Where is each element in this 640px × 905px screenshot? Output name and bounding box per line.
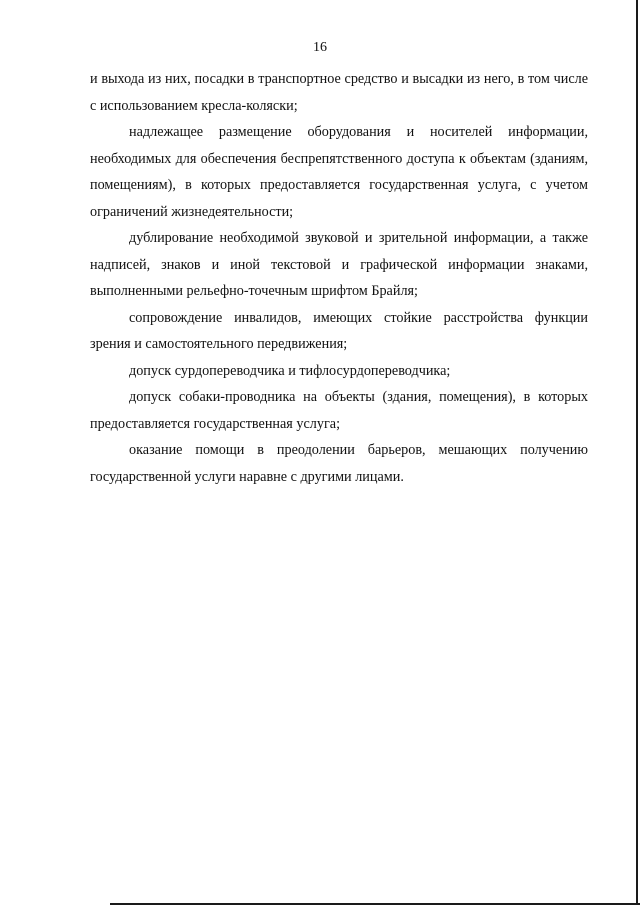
paragraph-information-duplication: дублирование необходимой звуковой и зрительной информации, а также надписей, знаков и иной текстовой и графической информации знаками, выполненными рельефно-точечным шрифтом Брайля; (90, 230, 588, 299)
page-number: 16 (313, 40, 327, 55)
scan-edge-right (636, 0, 638, 905)
paragraph-guide-dog: допуск собаки-проводника на объекты (здания, помещения), в которых предоставляется государственная услуга; (90, 389, 588, 432)
paragraph-continuation: и выхода из них, посадки в транспортное средство и высадки из него, в том числе с использованием кресла-коляски; (90, 71, 588, 114)
paragraph-barrier-assistance: оказание помощи в преодолении барьеров, мешающих получению государственной услуги наравне с другими лицами. (90, 442, 588, 485)
document-body (90, 66, 588, 490)
paragraph-sign-interpreter: допуск сурдопереводчика и тифлосурдопереводчика; (129, 362, 451, 379)
paragraph-escort: сопровождение инвалидов, имеющих стойкие расстройства функции зрения и самостоятельного передвижения; (90, 309, 588, 352)
paragraph-equipment-placement: надлежащее размещение оборудования и носителей информации, необходимых для обеспечения беспрепятственного доступа к объектам (зданиям, помещениям), в которых предоставляется государственная услуга, с учетом ограничений жизнедеятельности; (90, 124, 588, 220)
